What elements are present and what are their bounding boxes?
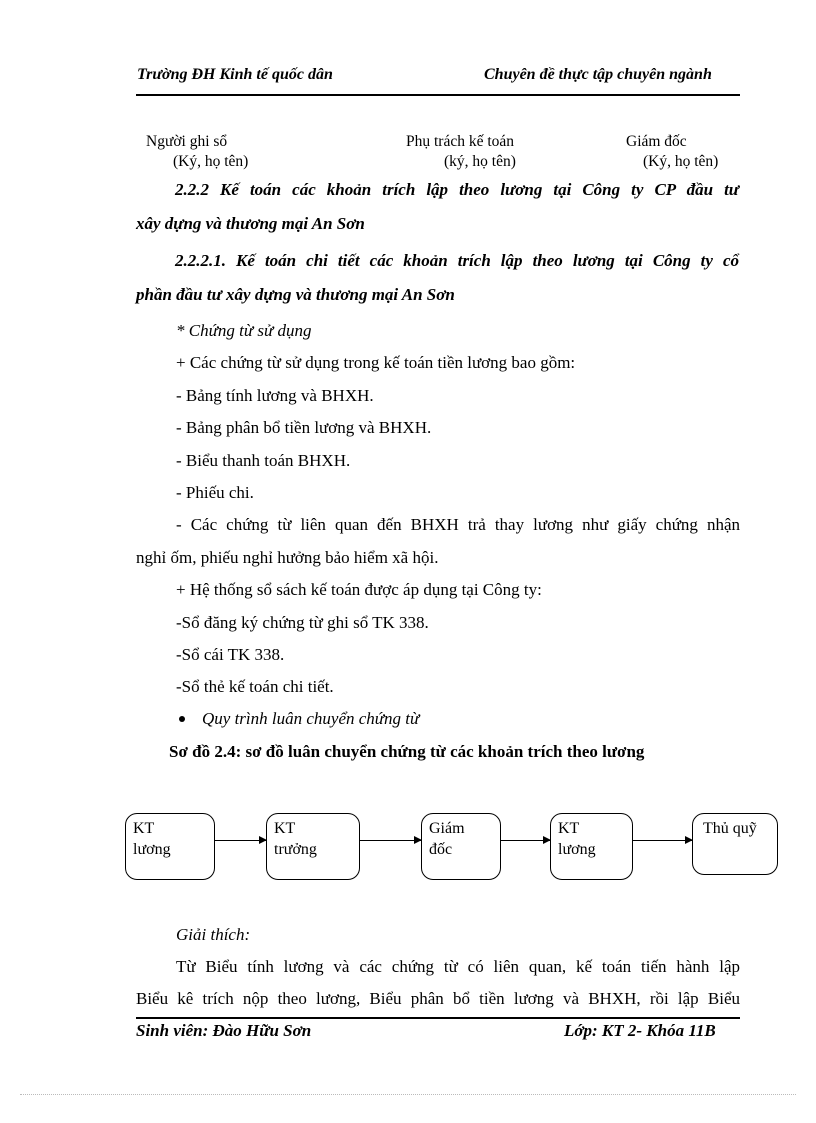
flow-box-label: đốc (429, 841, 453, 858)
explanation-line1: Từ Biểu tính lương và các chứng từ có liên quan, kế toán tiến hành lập (176, 957, 740, 976)
flow-box-label: Giám (429, 820, 465, 837)
header-school: Trường ĐH Kinh tế quốc dân (137, 66, 333, 83)
section-2221-line2: phần đầu tư xây dựng và thương mại An Sơn (136, 285, 455, 304)
document-item: - Phiếu chi. (176, 483, 254, 502)
signature-recorder-sub: (Ký, họ tên) (173, 153, 249, 170)
section-222-line2: xây dựng và thương mại An Sơn (136, 214, 365, 233)
flow-box-label: KT (133, 820, 155, 837)
flow-box-chief-accountant (266, 813, 360, 880)
flow-box-label: trưởng (274, 841, 317, 858)
flow-arrow (501, 840, 550, 841)
diagram-title: Sơ đồ 2.4: sơ đồ luân chuyển chứng từ các khoản trích theo lương (169, 742, 645, 761)
documents-intro: + Các chứng từ sử dụng trong kế toán tiền lương bao gồm: (176, 353, 576, 372)
footer-rule (136, 1017, 740, 1019)
flow-box-payroll-accountant (125, 813, 215, 880)
document-item-line1: - Các chứng từ liên quan đến BHXH trả thay lương như giấy chứng nhận (176, 515, 740, 534)
book-item: -Sổ cái TK 338. (176, 645, 285, 664)
flow-box-label: KT (274, 820, 296, 837)
flow-box-label: KT (558, 820, 580, 837)
signature-director-title: Giám đốc (626, 133, 687, 150)
flow-box-label: lương (133, 841, 171, 858)
flow-arrow (360, 840, 421, 841)
document-item: - Biểu thanh toán BHXH. (176, 451, 351, 470)
explanation-line2: Biểu kê trích nộp theo lương, Biểu phân bổ tiền lương và BHXH, rồi lập Biểu (136, 989, 740, 1008)
flow-box-cashier (692, 813, 778, 875)
signature-chief-accountant-sub: (ký, họ tên) (444, 153, 516, 170)
flow-box-label: Thủ quỹ (703, 820, 757, 837)
explanation-label: Giải thích: (176, 925, 251, 944)
document-item: - Bảng phân bổ tiền lương và BHXH. (176, 418, 432, 437)
bullet-icon (179, 716, 185, 722)
documents-used-label: * Chứng từ sử dụng (176, 321, 312, 340)
flow-box-label: lương (558, 841, 596, 858)
document-item-line2: nghỉ ốm, phiếu nghỉ hưởng bảo hiểm xã hội. (136, 548, 439, 567)
flow-box-director (421, 813, 501, 880)
section-222-line1: 2.2.2 Kế toán các khoản trích lập theo lương tại Công ty CP đầu tư (175, 180, 739, 199)
signature-chief-accountant-title: Phụ trách kế toán (406, 133, 515, 150)
page-edge-divider (20, 1094, 796, 1095)
flow-arrow (215, 840, 266, 841)
process-label: Quy trình luân chuyển chứng từ (202, 709, 420, 728)
footer-student: Sinh viên: Đào Hữu Sơn (136, 1021, 312, 1040)
signature-recorder-title: Người ghi sổ (146, 133, 228, 150)
header-rule (136, 94, 740, 96)
flow-arrow (633, 840, 692, 841)
book-item: -Sổ thẻ kế toán chi tiết. (176, 677, 334, 696)
book-item: -Sổ đăng ký chứng từ ghi sổ TK 338. (176, 613, 429, 632)
document-item: - Bảng tính lương và BHXH. (176, 386, 374, 405)
flow-box-payroll-accountant-2 (550, 813, 633, 880)
header-title: Chuyên đề thực tập chuyên ngành (484, 66, 712, 83)
section-2221-line1: 2.2.2.1. Kế toán chi tiết các khoản trích lập theo lương tại Công ty cổ (175, 251, 739, 270)
footer-class: Lớp: KT 2- Khóa 11B (564, 1021, 716, 1040)
signature-director-sub: (Ký, họ tên) (643, 153, 719, 170)
books-intro: + Hệ thống sổ sách kế toán được áp dụng tại Công ty: (176, 580, 542, 599)
